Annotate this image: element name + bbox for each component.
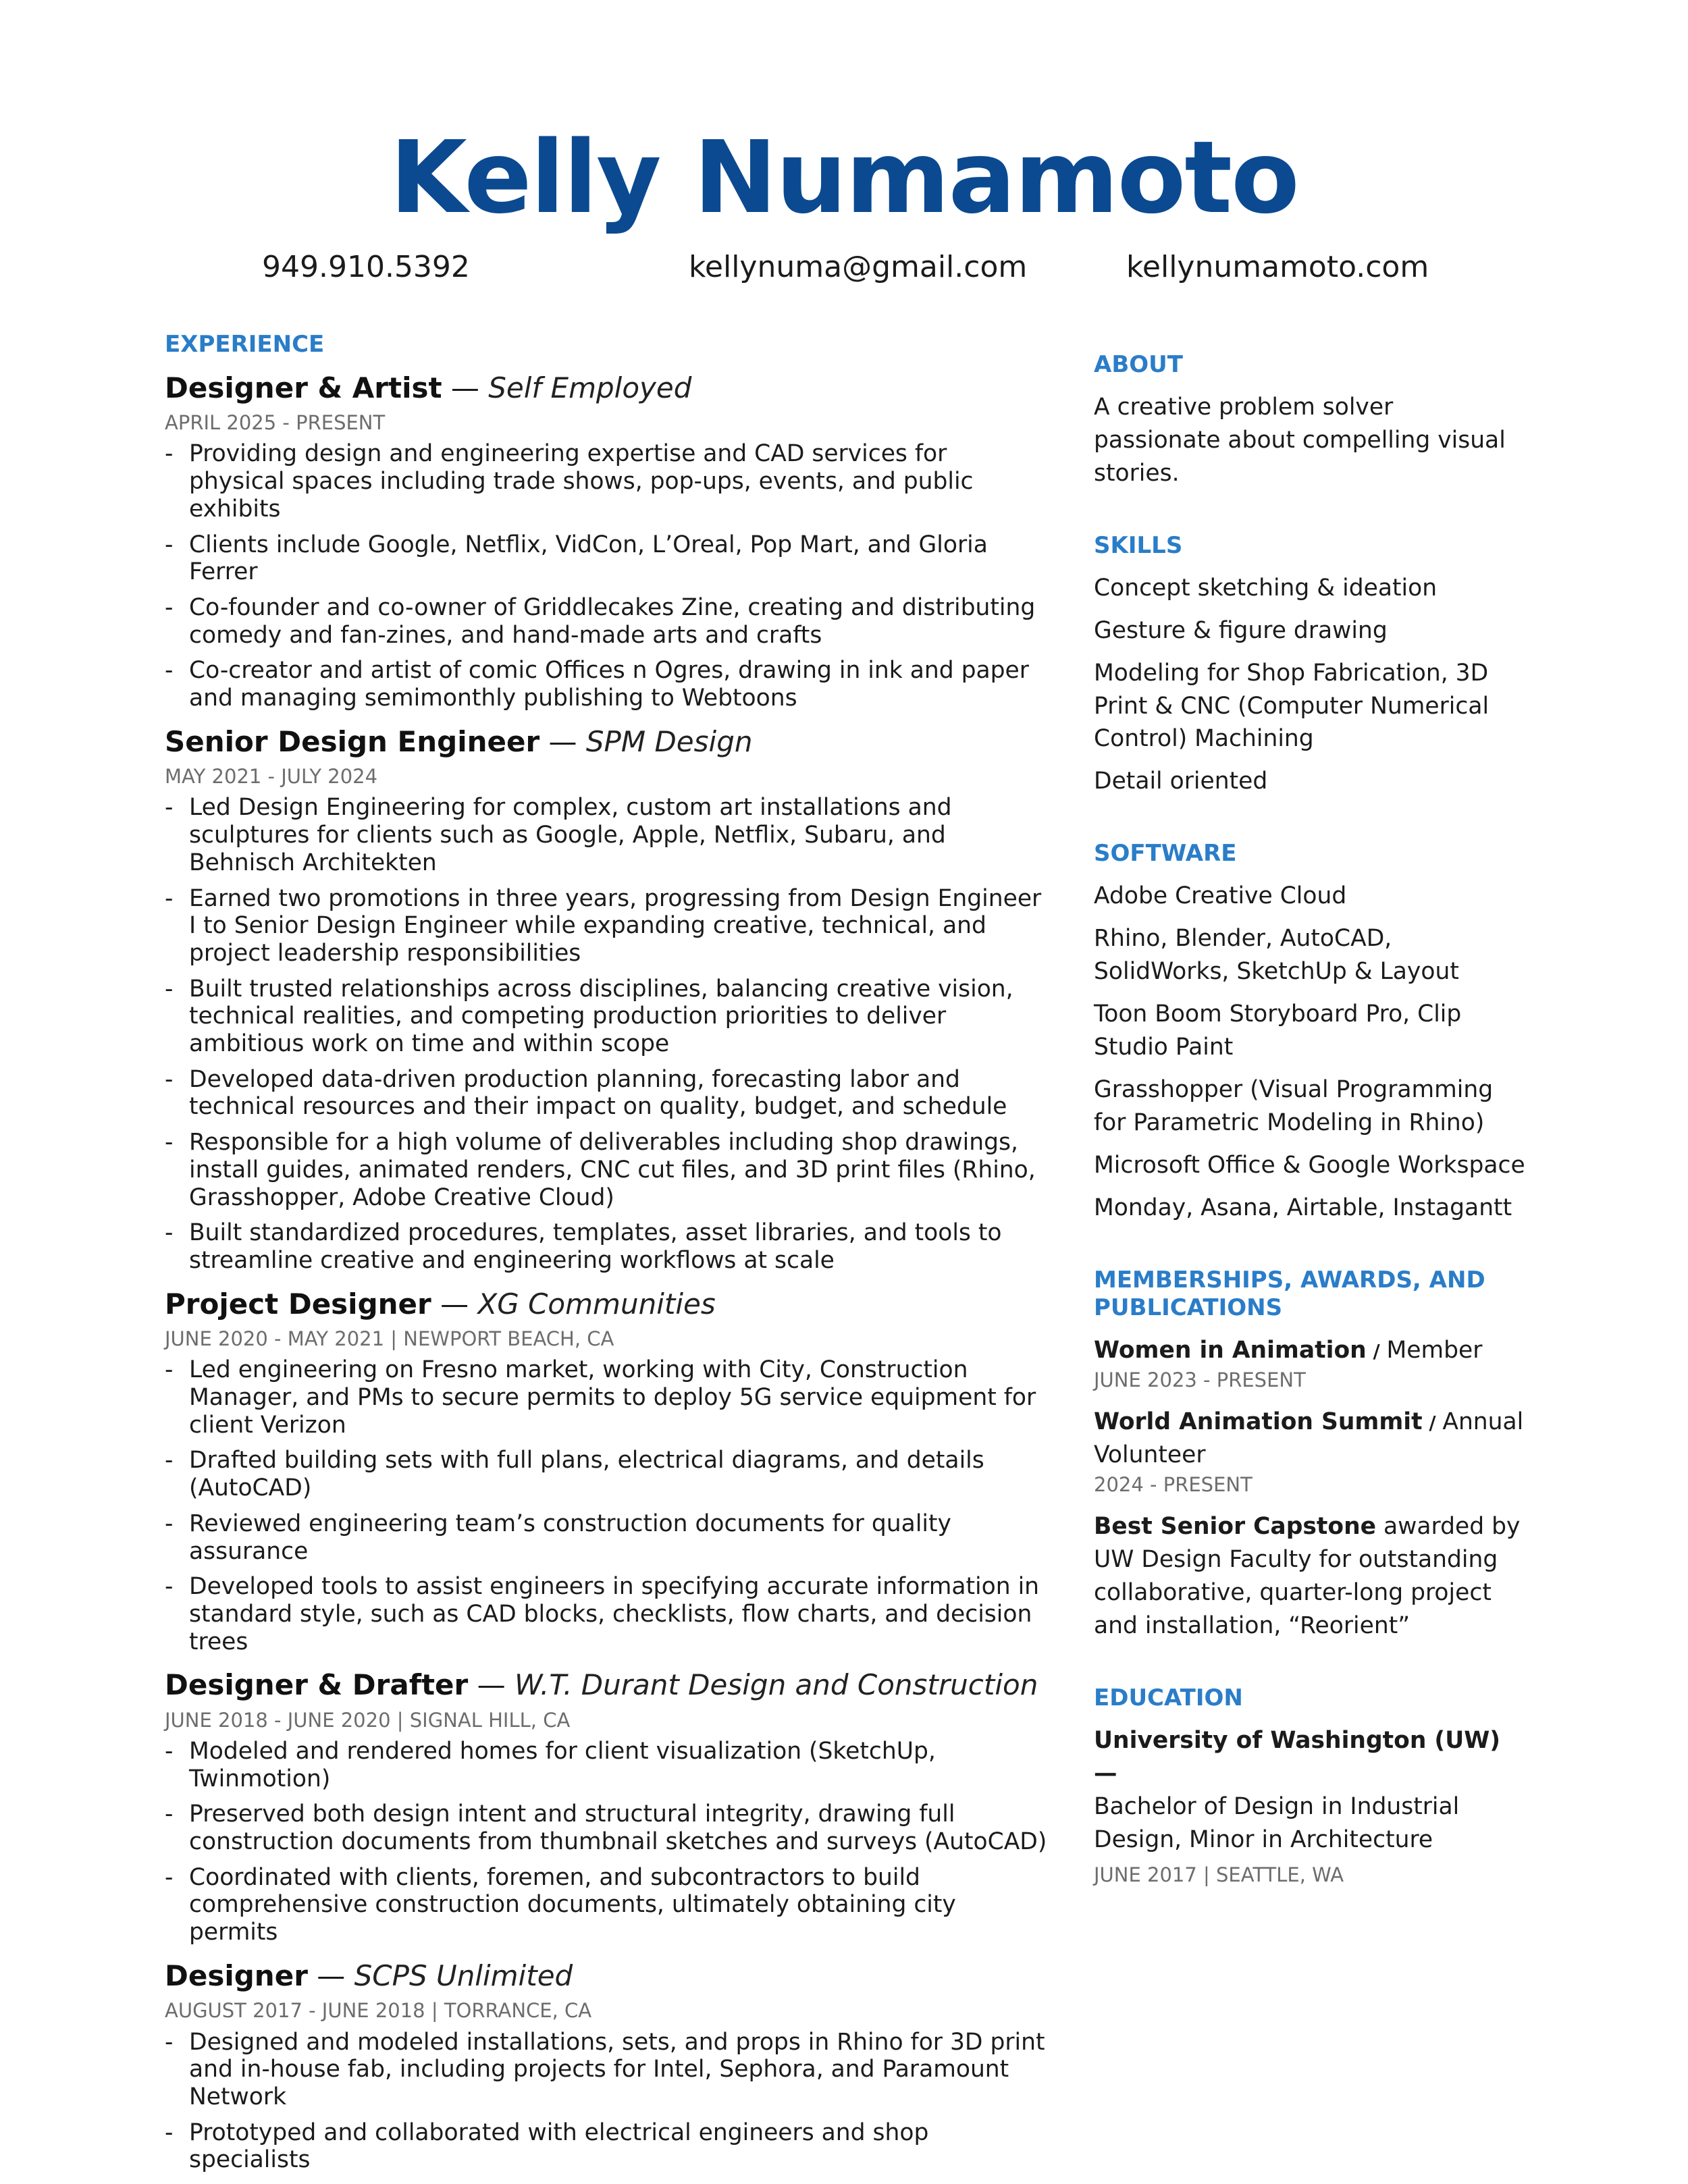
bullet-item: - Led Design Engineering for complex, custom art installations and sculptures for clients such as Google, Apple, Netflix, Subaru, and Behnisch Architekten xyxy=(165,794,1049,876)
skills-list xyxy=(1094,572,1526,799)
job-title-line xyxy=(165,1668,1049,1703)
bullet-item: - Co-founder and co-owner of Griddlecakes Zine, creating and distributing comedy and fan-zines, and hand-made arts and crafts xyxy=(165,594,1049,649)
software-item: Microsoft Office & Google Workspace xyxy=(1094,1152,1525,1179)
software-item: Rhino, Blender, AutoCAD, SolidWorks, SketchUp & Layout xyxy=(1094,925,1459,986)
job-company: Self Employed xyxy=(488,371,692,404)
job-bullets xyxy=(165,2029,1049,2175)
job-separator: — xyxy=(468,1668,515,1702)
job-role: Designer & Drafter xyxy=(165,1668,469,1702)
membership-role: Annual Volunteer xyxy=(1094,1408,1524,1468)
software-heading: SOFTWARE xyxy=(1094,840,1237,868)
job-date: AUGUST 2017 - JUNE 2018 | TORRANCE, CA xyxy=(165,1999,592,2023)
education-date: JUNE 2017 | SEATTLE, WA xyxy=(1094,1863,1344,1886)
job-role: Designer xyxy=(165,1959,308,1992)
bullet-item: - Built trusted relationships across disciplines, balancing creative vision, technical realities, and competing production priorities to deliver ambitious work on time and within scope xyxy=(165,976,1049,1058)
membership-item xyxy=(1094,1334,1526,1393)
job-date: JUNE 2020 - MAY 2021 | NEWPORT BEACH, CA xyxy=(165,1327,614,1351)
job-title-line xyxy=(165,1959,1049,1994)
job-company: W.T. Durant Design and Construction xyxy=(514,1668,1038,1702)
bullet-item: - Led engineering on Fresno market, working with City, Construction Manager, and PMs to secure permits to deploy 5G service equipment for client Verizon xyxy=(165,1356,1049,1439)
skills-section xyxy=(1094,532,1526,799)
membership-separator: / xyxy=(1366,1339,1387,1362)
job-separator: — xyxy=(307,1959,354,1992)
job-role: Senior Design Engineer xyxy=(165,724,540,758)
email-address: kellynuma@gmail.com xyxy=(689,250,1028,284)
membership-title: Women in Animation xyxy=(1094,1336,1367,1364)
bullet-item: - Preserved both design intent and structural integrity, drawing full construction documents from thumbnail sketches and surveys (AutoCAD) xyxy=(165,1801,1049,1855)
skills-heading: SKILLS xyxy=(1094,531,1183,559)
left-column xyxy=(165,331,1049,2182)
membership-item xyxy=(1094,1406,1526,1498)
memberships-section xyxy=(1094,1267,1526,1643)
job-entry xyxy=(165,1287,1049,1656)
software-item: Monday, Asana, Airtable, Instagantt xyxy=(1094,1194,1512,1222)
about-heading: ABOUT xyxy=(1094,351,1183,378)
job-separator: — xyxy=(539,724,586,758)
bullet-item: - Modeled and rendered homes for client visualization (SketchUp, Twinmotion) xyxy=(165,1738,1049,1792)
job-date: JUNE 2018 - JUNE 2020 | SIGNAL HILL, CA xyxy=(165,1708,571,1732)
job-bullets xyxy=(165,1738,1049,1946)
job-bullets xyxy=(165,440,1049,712)
bullet-item: - Designed and modeled installations, sets, and props in Rhino for 3D print and in-house fab, including projects for Intel, Sephora, and Paramount Network xyxy=(165,2029,1049,2111)
job-role: Designer & Artist xyxy=(165,371,442,404)
bullet-item: - Reviewed engineering team’s construction documents for quality assurance xyxy=(165,1510,1049,1565)
skill-item: Concept sketching & ideation xyxy=(1094,574,1438,602)
bullet-item: - Developed tools to assist engineers in specifying accurate information in standard style, such as CAD blocks, checklists, flow charts, and decision trees xyxy=(165,1573,1049,1655)
experience-list xyxy=(165,371,1049,2174)
software-item: Adobe Creative Cloud xyxy=(1094,882,1347,910)
job-date: APRIL 2025 - PRESENT xyxy=(165,411,386,435)
bullet-item: - Providing design and engineering expertise and CAD services for physical spaces including trade shows, pop-ups, events, and public exhibits xyxy=(165,440,1049,523)
job-company: SCPS Unlimited xyxy=(354,1959,573,1992)
school-name: University of Washington (UW) — xyxy=(1094,1726,1501,1787)
education-heading: EDUCATION xyxy=(1094,1684,1243,1711)
membership-separator: / xyxy=(1422,1411,1443,1434)
education-section xyxy=(1094,1684,1526,1888)
bullet-item: - Coordinated with clients, foremen, and subcontractors to build comprehensive construction documents, ultimately obtaining city permits xyxy=(165,1864,1049,1946)
about-section xyxy=(1094,351,1526,490)
membership-role: Member xyxy=(1386,1336,1483,1364)
membership-date: JUNE 2023 - PRESENT xyxy=(1094,1368,1306,1391)
website-url: kellynumamoto.com xyxy=(1126,250,1429,284)
membership-title: World Animation Summit xyxy=(1094,1408,1423,1435)
job-entry xyxy=(165,371,1049,712)
award-item xyxy=(1094,1510,1526,1643)
skill-item: Gesture & figure drawing xyxy=(1094,616,1388,644)
job-title-line xyxy=(165,724,1049,760)
software-list xyxy=(1094,880,1526,1225)
skill-item: Modeling for Shop Fabrication, 3D Print & CNC (Computer Numerical Control) Machining xyxy=(1094,659,1489,753)
job-separator: — xyxy=(431,1287,478,1321)
job-entry xyxy=(165,724,1049,1275)
job-title-line xyxy=(165,371,1049,406)
job-entry xyxy=(165,1959,1049,2174)
education-school xyxy=(1094,1724,1526,1790)
bullet-item: - Co-creator and artist of comic Offices n Ogres, drawing in ink and paper and managing semimonthly publishing to Webtoons xyxy=(165,657,1049,712)
award-title: Best Senior Capstone xyxy=(1094,1512,1377,1540)
bullet-item: - Clients include Google, Netflix, VidCon, L’Oreal, Pop Mart, and Gloria Ferrer xyxy=(165,531,1049,586)
bullet-item: - Prototyped and collaborated with electrical engineers and shop specialists xyxy=(165,2119,1049,2174)
candidate-name: Kelly Numamoto xyxy=(390,119,1298,236)
job-title-line xyxy=(165,1287,1049,1323)
bullet-item: - Built standardized procedures, templates, asset libraries, and tools to streamline creative and engineering workflows at scale xyxy=(165,1219,1049,1274)
right-column xyxy=(1094,351,1526,1930)
job-date: MAY 2021 - JULY 2024 xyxy=(165,765,378,789)
job-bullets xyxy=(165,794,1049,1274)
memberships-heading: MEMBERSHIPS, AWARDS, AND PUBLICATIONS xyxy=(1094,1267,1485,1321)
skill-item: Detail oriented xyxy=(1094,768,1268,795)
job-role: Project Designer xyxy=(165,1287,431,1321)
job-bullets xyxy=(165,1356,1049,1655)
membership-date: 2024 - PRESENT xyxy=(1094,1472,1252,1496)
experience-heading: EXPERIENCE xyxy=(165,331,325,358)
bullet-item: - Earned two promotions in three years, progressing from Design Engineer I to Senior Design Engineer while expanding creative, technical, and project leadership responsibilities xyxy=(165,885,1049,967)
phone-number: 949.910.5392 xyxy=(262,250,470,284)
software-section xyxy=(1094,840,1526,1225)
software-item: Toon Boom Storyboard Pro, Clip Studio Paint xyxy=(1094,1001,1462,1061)
job-entry xyxy=(165,1668,1049,1946)
about-text: A creative problem solver passionate about compelling visual stories. xyxy=(1094,393,1506,487)
bullet-item: - Responsible for a high volume of deliverables including shop drawings, install guides, animated renders, CNC cut files, and 3D print files (Rhino, Grasshopper, Adobe Creative Cloud) xyxy=(165,1129,1049,1211)
software-item: Grasshopper (Visual Programming for Parametric Modeling in Rhino) xyxy=(1094,1076,1494,1137)
job-company: XG Communities xyxy=(477,1287,716,1321)
education-degree: Bachelor of Design in Industrial Design, Minor in Architecture xyxy=(1094,1792,1460,1853)
job-company: SPM Design xyxy=(585,724,753,758)
bullet-item: - Developed data-driven production planning, forecasting labor and technical resources and their impact on quality, budget, and schedule xyxy=(165,1066,1049,1121)
award-description: awarded by UW Design Faculty for outstanding collaborative, quarter-long project and installation, “Reorient” xyxy=(1094,1512,1521,1639)
job-separator: — xyxy=(442,371,489,404)
bullet-item: - Drafted building sets with full plans, electrical diagrams, and details (AutoCAD) xyxy=(165,1447,1049,1501)
